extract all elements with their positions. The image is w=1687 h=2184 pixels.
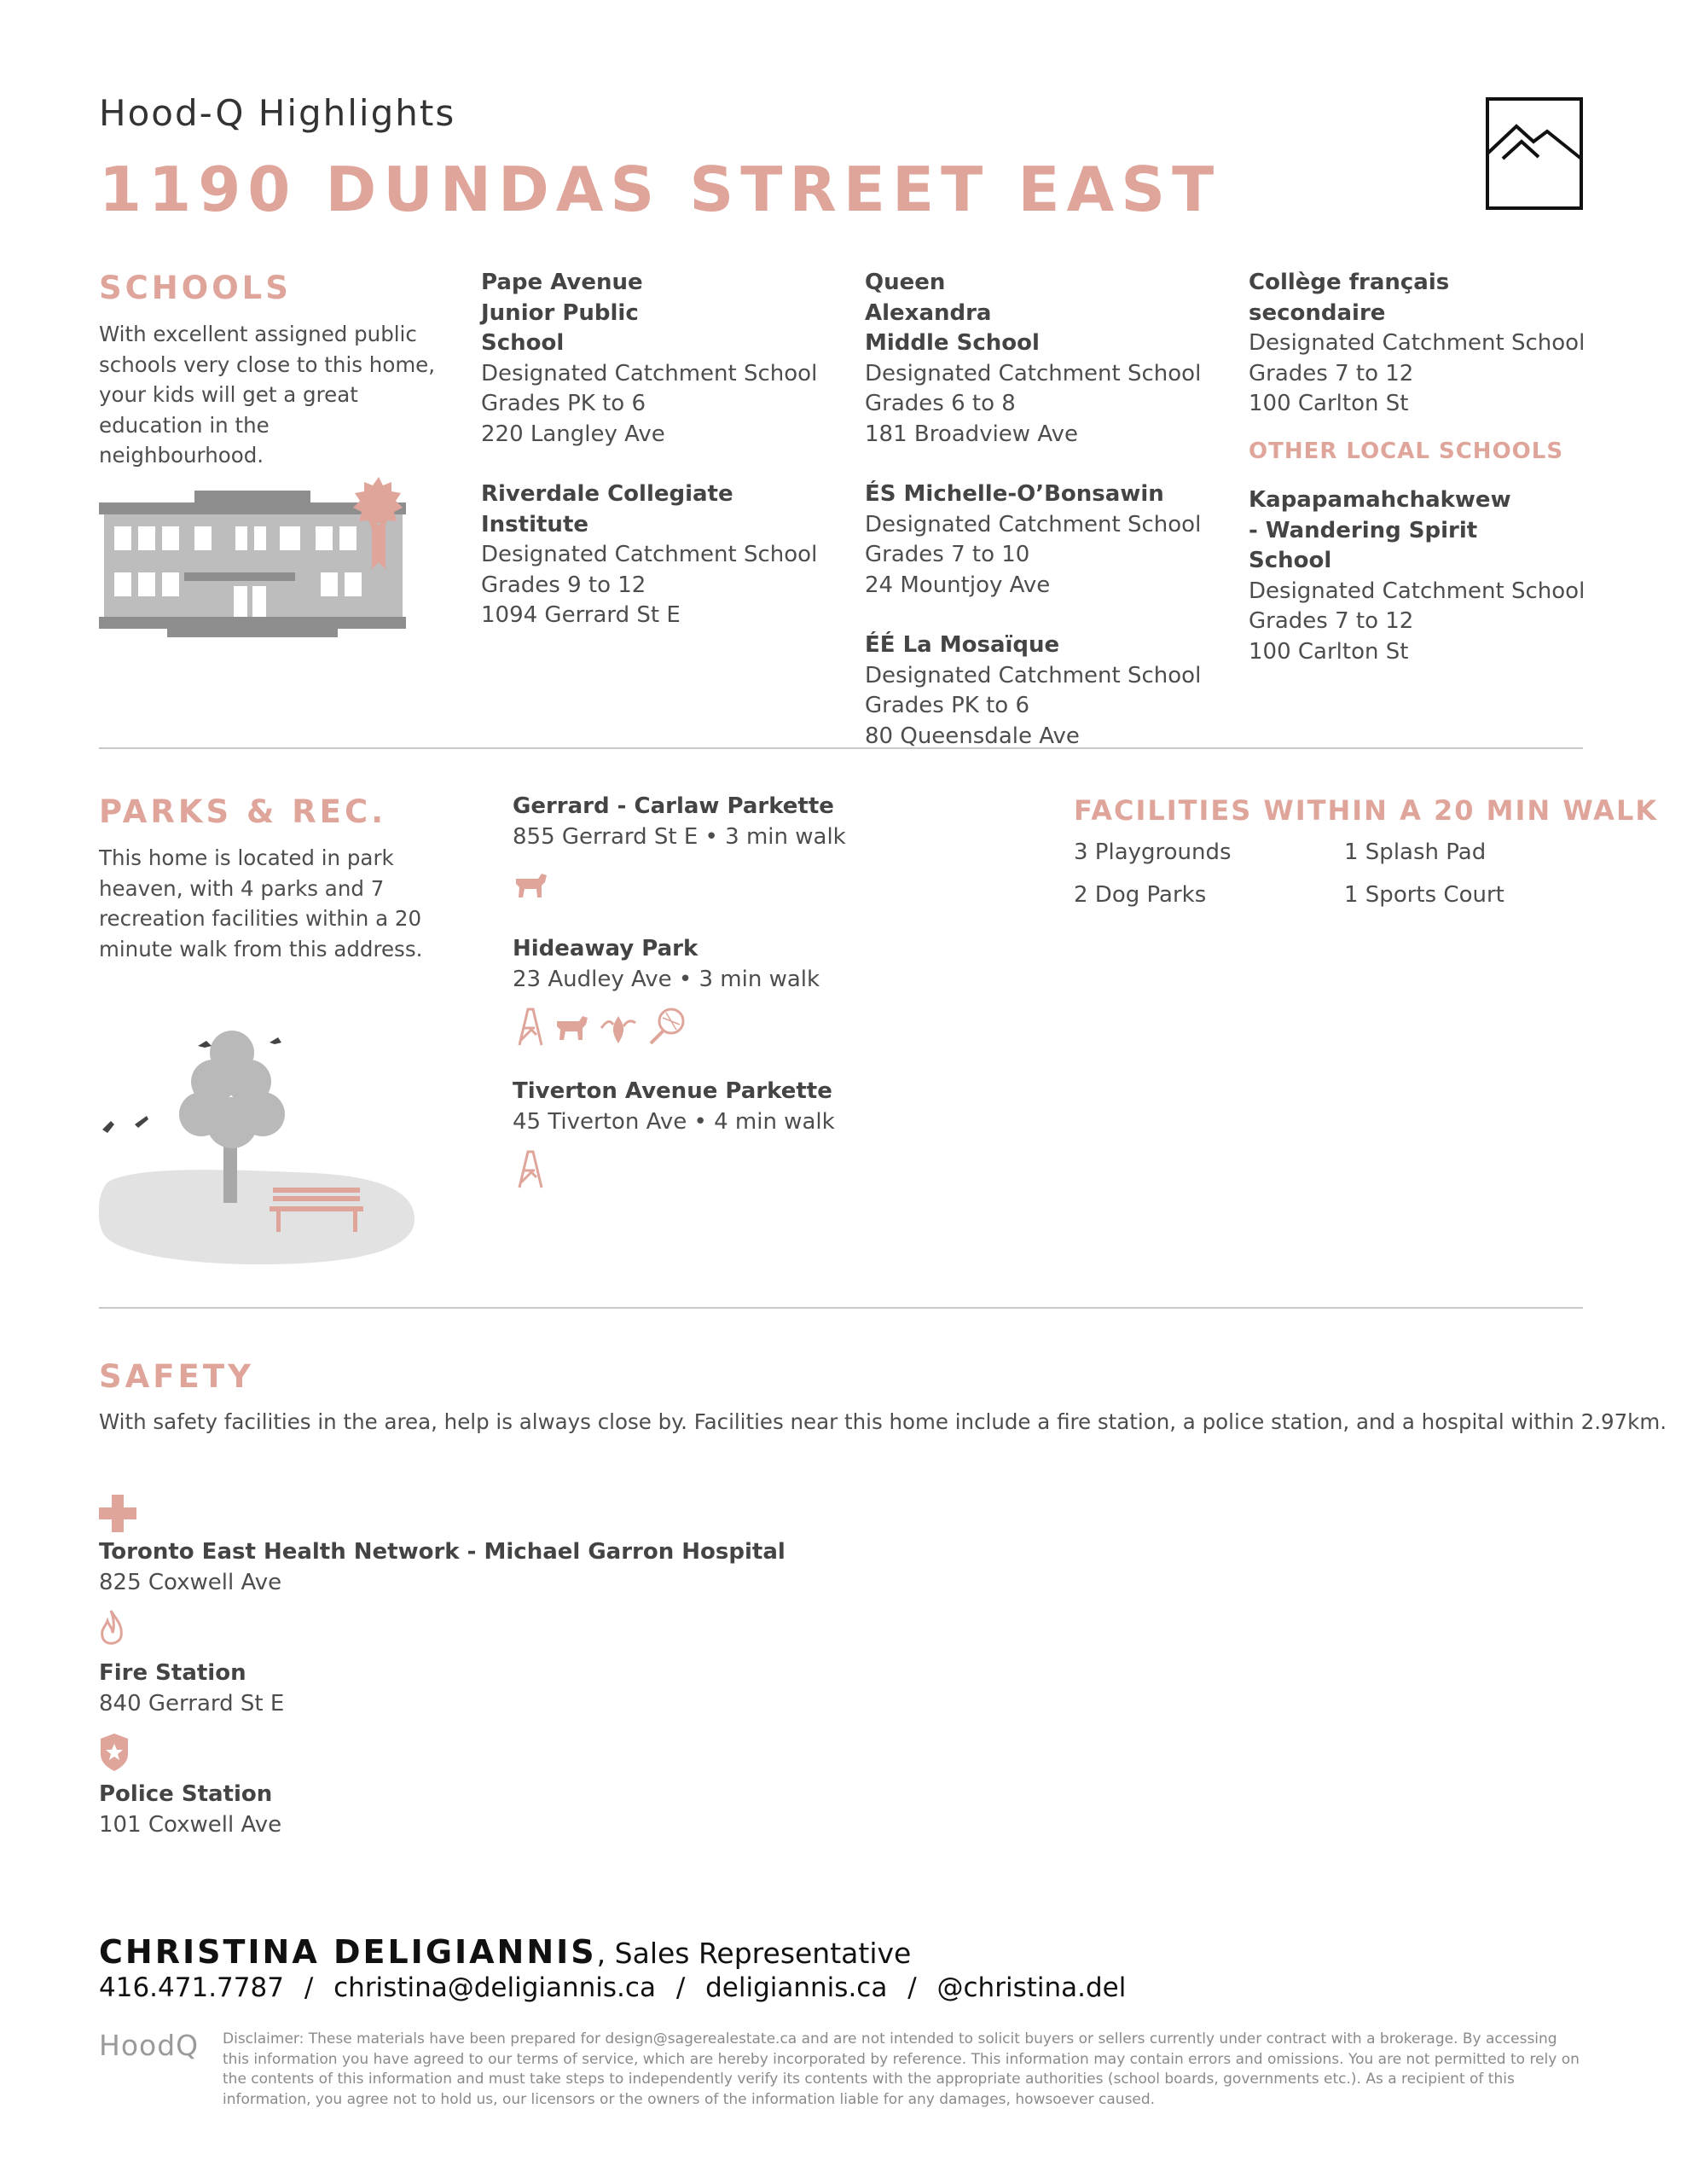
parks-title: PARKS & REC. <box>99 793 387 830</box>
dog-park-icon <box>554 1009 591 1043</box>
school-address: 80 Queensdale Ave <box>865 723 1080 749</box>
schools-title: SCHOOLS <box>99 270 292 306</box>
safety-intro: With safety facilities in the area, help is always close by. Facilities near this home include a fire station, a police station, and a hospital within 2.97km. <box>99 1409 1667 1434</box>
facility-item: 3 Playgrounds <box>1074 839 1232 865</box>
school-type: Designated Catchment School <box>1249 330 1586 356</box>
school-grades: Grades PK to 6 <box>481 391 646 416</box>
school-grades: Grades 7 to 10 <box>865 542 1030 567</box>
hoodq-logo: HoodQ <box>99 2029 200 2062</box>
splash-pad-icon <box>598 1008 639 1045</box>
agent-email[interactable]: christina@deligiannis.ca <box>333 1972 656 2003</box>
park-amenities <box>513 1005 990 1048</box>
agent-role: , Sales Representative <box>596 1937 912 1970</box>
school-type: Designated Catchment School <box>481 542 818 567</box>
agent-phone[interactable]: 416.471.7787 <box>99 1972 284 2003</box>
agent-handle[interactable]: @christina.del <box>936 1972 1127 2003</box>
agent-website[interactable]: deligiannis.ca <box>705 1972 888 2003</box>
school-grades: Grades 6 to 8 <box>865 391 1016 416</box>
facility-item: 2 Dog Parks <box>1074 882 1207 908</box>
service-address: 101 Coxwell Ave <box>99 1811 282 1838</box>
school-type: Designated Catchment School <box>865 360 1202 386</box>
dog-park-icon <box>513 867 550 901</box>
facilities-title: FACILITIES WITHIN A 20 MIN WALK <box>1074 794 1659 827</box>
park-detail: 855 Gerrard St E • 3 min walk <box>513 823 846 850</box>
school-grades: Grades PK to 6 <box>865 693 1029 718</box>
service-name: Toronto East Health Network - Michael Garron Hospital <box>99 1539 786 1565</box>
park-name: Gerrard - Carlaw Parkette <box>513 793 834 819</box>
park-amenities <box>513 1147 990 1190</box>
park-list <box>513 792 990 1190</box>
service-address: 840 Gerrard St E <box>99 1690 285 1716</box>
hospital-cross-icon <box>99 1495 136 1532</box>
page-subtitle: Hood-Q Highlights <box>99 92 456 134</box>
fire-icon <box>99 1609 125 1648</box>
school-name: Riverdale Collegiate Institute <box>481 481 733 537</box>
safety-service <box>99 1537 786 1598</box>
school-grades: Grades 7 to 12 <box>1249 608 1414 634</box>
playground-icon <box>513 1148 547 1189</box>
park-name: Tiverton Avenue Parkette <box>513 1078 832 1104</box>
disclaimer: Disclaimer: These materials have been prepared for design@sagerealestate.ca and are not intended to solicit buyers or sellers currently under contract with a brokerage. By accessing this information you have agreed to our terms of service, which are hereby incorporated by reference. This information may contain errors and omissions. You are not permitted to rely on the contents of this information and must take steps to independently verify its contents with the appropriate authorities (school boards, governments etc.). As a recipient of this information, you agree not to hold us, our licensors or the owners of the information liable for any damages, howsoever caused. <box>223 2030 1580 2108</box>
other-schools-title: OTHER LOCAL SCHOOLS <box>1249 438 1564 464</box>
separator: / <box>304 1972 314 2003</box>
school-type: Designated Catchment School <box>865 511 1202 537</box>
school-address: 100 Carlton St <box>1249 638 1409 665</box>
school-type: Designated Catchment School <box>1249 578 1586 604</box>
park-amenities <box>513 863 990 905</box>
school-address: 24 Mountjoy Ave <box>865 572 1051 598</box>
safety-service <box>99 1780 281 1840</box>
separator: / <box>907 1972 917 2003</box>
agent-line <box>99 1933 911 1971</box>
school-type: Designated Catchment School <box>865 662 1202 688</box>
school-list-col1 <box>481 268 822 631</box>
facility-item: 1 Sports Court <box>1344 882 1504 908</box>
school-name: ÉS Michelle-O’Bonsawin <box>865 481 1164 507</box>
school-name: Pape Avenue Junior Public School <box>481 270 643 356</box>
schools-intro: With excellent assigned public schools very close to this home, your kids will get a great education in the neighbourhood. <box>99 322 436 468</box>
park-illustration <box>99 1029 419 1268</box>
section-divider <box>99 1307 1583 1309</box>
school-address: 100 Carlton St <box>1249 391 1409 416</box>
police-badge-icon <box>99 1734 130 1771</box>
school-type: Designated Catchment School <box>481 360 818 386</box>
contact-line <box>99 1972 1126 2003</box>
service-name: Fire Station <box>99 1660 246 1686</box>
school-building-icon <box>99 473 427 644</box>
service-address: 825 Coxwell Ave <box>99 1569 282 1595</box>
safety-service <box>99 1658 284 1719</box>
agent-name: CHRISTINA DELIGIANNIS <box>99 1933 597 1971</box>
school-name: Queen Alexandra Middle School <box>865 270 1040 356</box>
school-name: Kapapamahchakwew - Wandering Spirit School <box>1249 487 1511 573</box>
safety-title: SAFETY <box>99 1358 254 1395</box>
parks-intro: This home is located in park heaven, with 4 parks and 7 recreation facilities within a 20 minute walk from this address. <box>99 845 423 961</box>
school-grades: Grades 9 to 12 <box>481 572 646 598</box>
park-detail: 23 Audley Ave • 3 min walk <box>513 966 820 992</box>
school-list-col3 <box>1249 268 1590 667</box>
page-title: 1190 DUNDAS STREET EAST <box>99 154 1221 225</box>
school-name: Collège français secondaire <box>1249 270 1450 326</box>
brand-logo <box>1486 97 1583 210</box>
section-divider <box>99 747 1583 749</box>
park-name: Hideaway Park <box>513 936 699 961</box>
service-name: Police Station <box>99 1781 273 1807</box>
school-name: ÉÉ La Mosaïque <box>865 632 1060 658</box>
facility-item: 1 Splash Pad <box>1344 839 1487 865</box>
school-address: 220 Langley Ave <box>481 421 665 447</box>
park-detail: 45 Tiverton Ave • 4 min walk <box>513 1108 835 1135</box>
school-address: 181 Broadview Ave <box>865 421 1078 447</box>
playground-icon <box>513 1006 547 1047</box>
school-grades: Grades 7 to 12 <box>1249 360 1414 386</box>
school-list-col2 <box>865 268 1206 752</box>
school-address: 1094 Gerrard St E <box>481 602 681 628</box>
separator: / <box>675 1972 686 2003</box>
sports-court-icon <box>646 1006 687 1047</box>
